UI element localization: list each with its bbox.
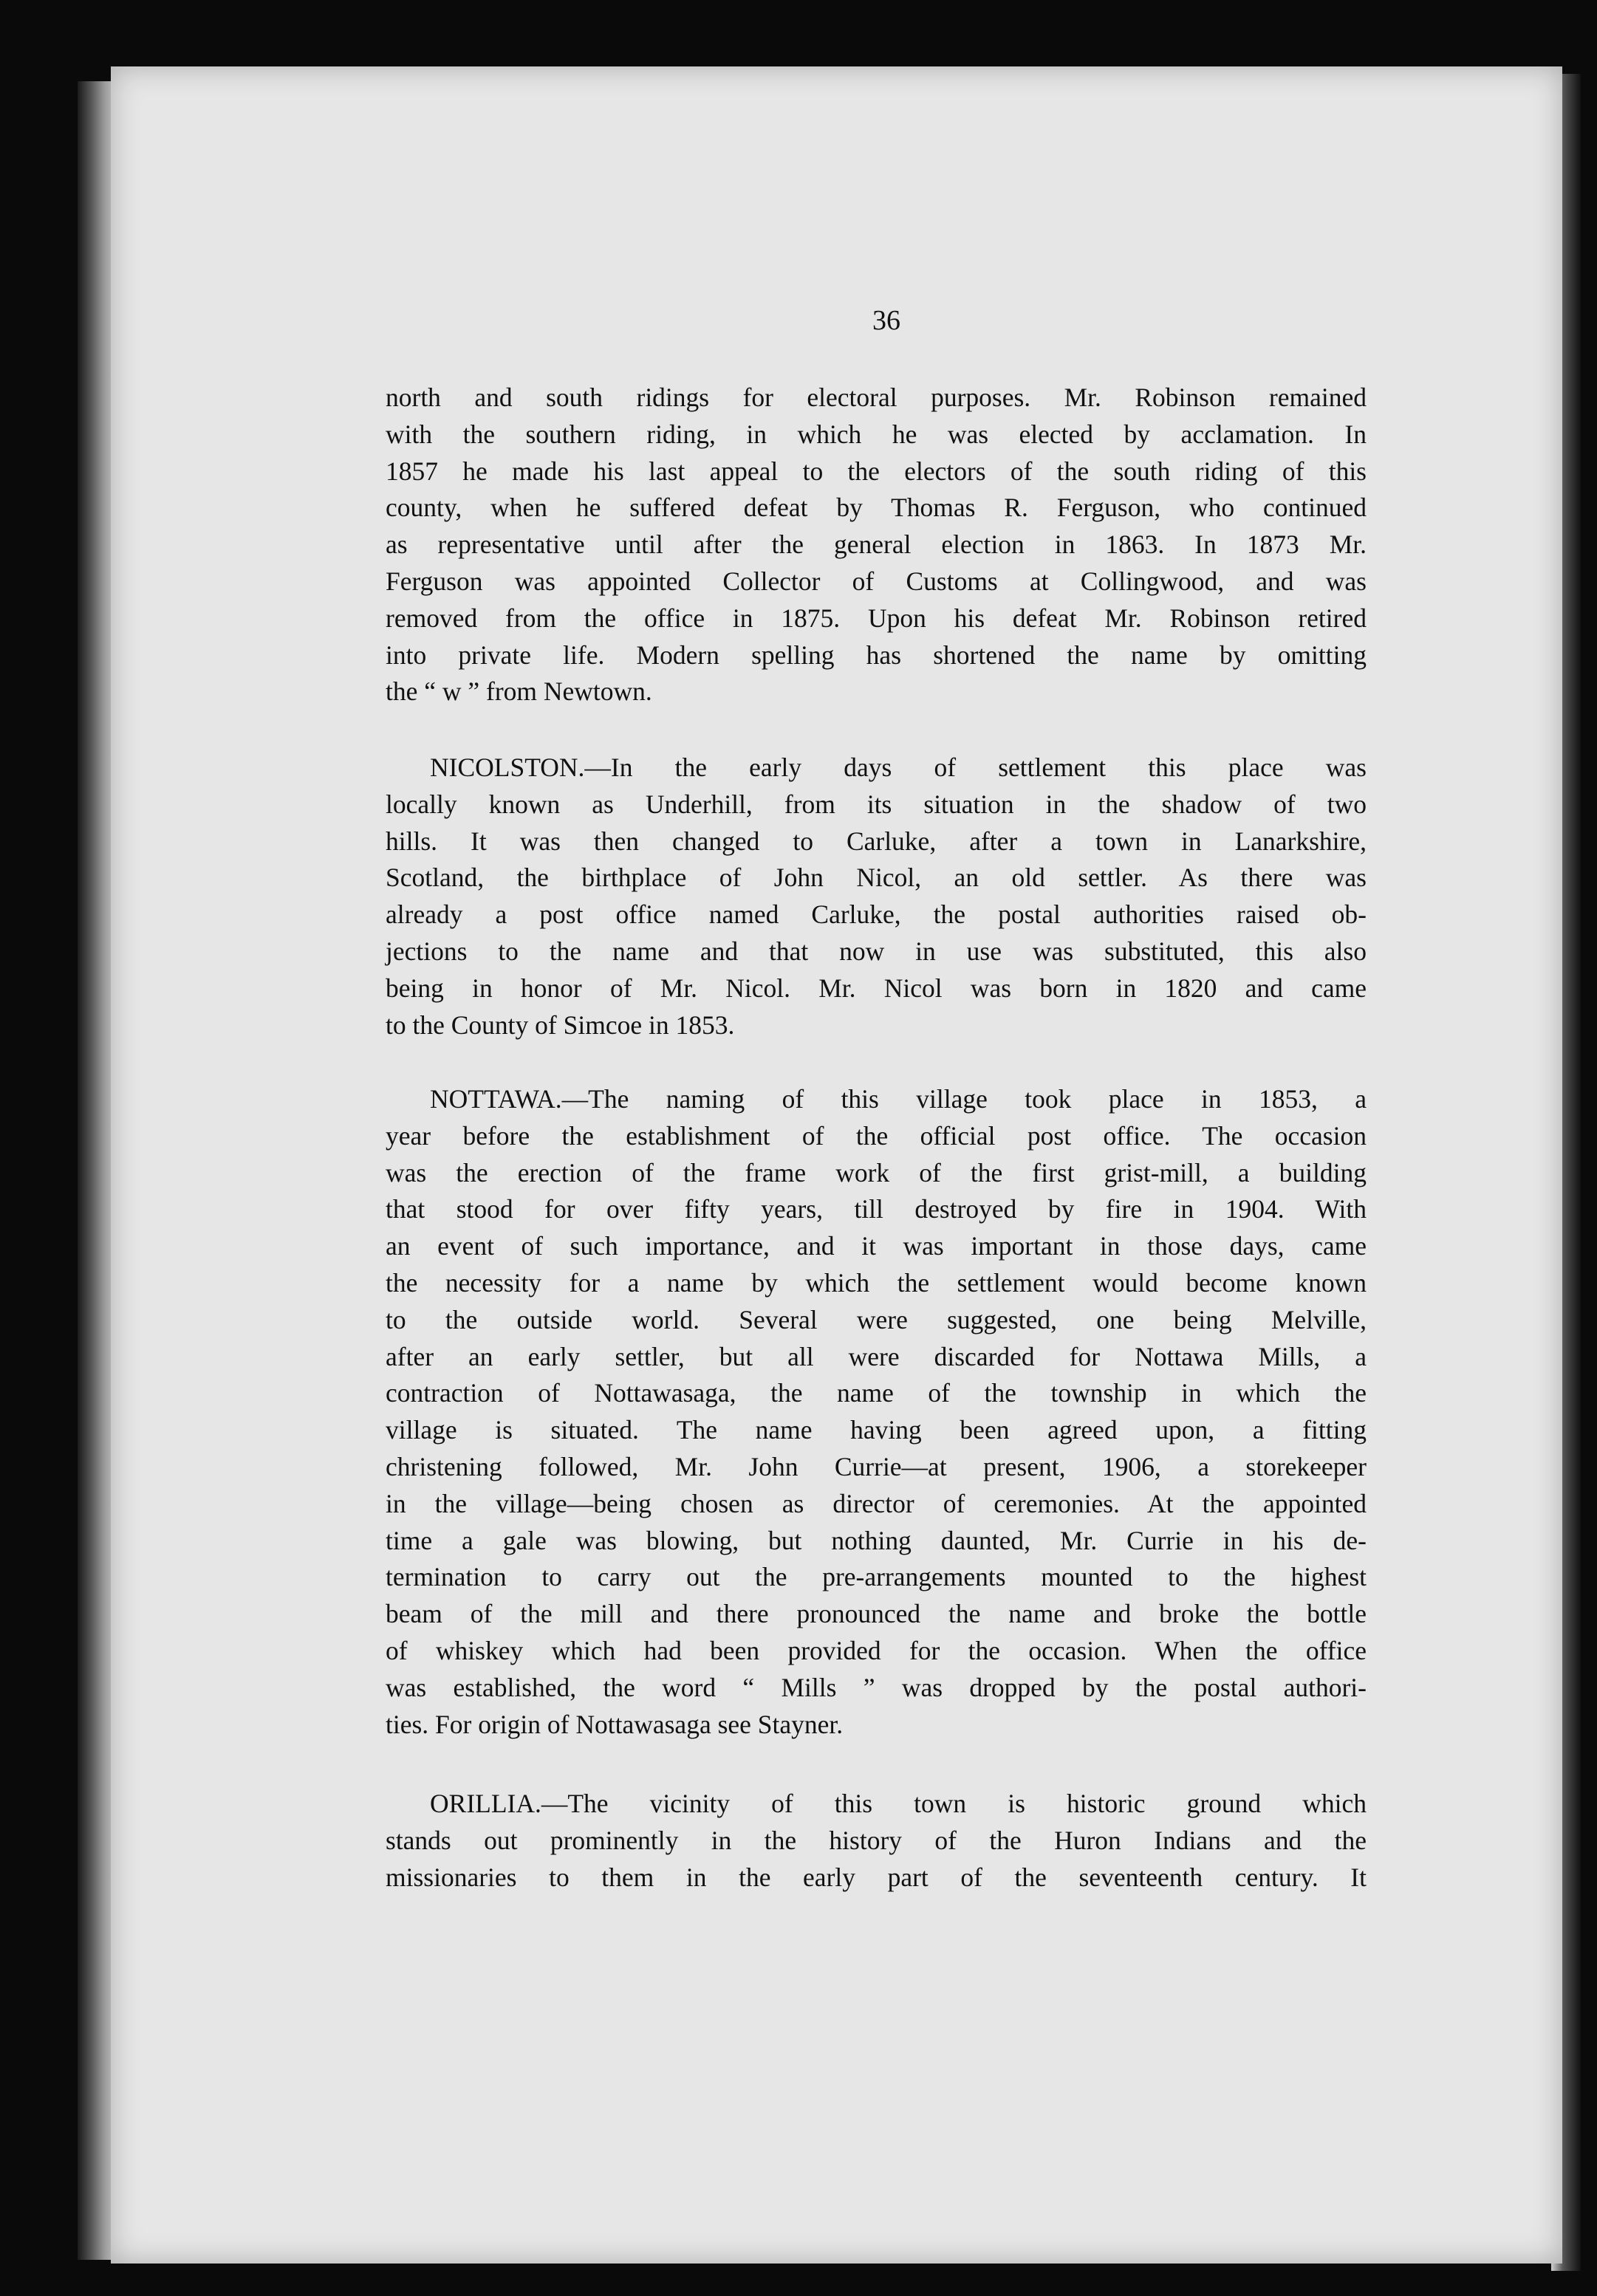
text-line: to the County of Simcoe in 1853. xyxy=(386,1010,735,1040)
text-line: the necessity for a name by which the settlement would become known xyxy=(386,1267,1367,1298)
text-line: in the village—being chosen as director of ceremonies. At the appointed xyxy=(386,1488,1367,1518)
text-line: of whiskey which had been provided for the occasion. When the office xyxy=(386,1635,1367,1665)
text-line: Scotland, the birthplace of John Nicol, an old settler. As there was xyxy=(386,863,1367,893)
text-line: jections to the name and that now in use was substituted, this also xyxy=(386,936,1367,966)
text-line: NICOLSTON.—In the early days of settlement this place was xyxy=(430,753,1367,782)
paragraph-nottawa xyxy=(386,1081,1367,1743)
text-line: NOTTAWA.—The naming of this village took place in 1853, a xyxy=(430,1084,1367,1114)
text-line: contraction of Nottawasaga, the name of the township in which the xyxy=(386,1378,1367,1408)
text-line: was established, the word “ Mills ” was dropped by the postal authori- xyxy=(386,1672,1367,1702)
paragraph-orillia xyxy=(386,1786,1367,1896)
text-line: county, when he suffered defeat by Thomas R. Ferguson, who continued xyxy=(386,493,1367,523)
text-line: year before the establishment of the official post office. The occasion xyxy=(386,1120,1367,1151)
text-line: time a gale was blowing, but nothing daunted, Mr. Currie in his de- xyxy=(386,1525,1367,1555)
text-line: 1857 he made his last appeal to the electors of the south riding of this xyxy=(386,456,1367,486)
page-number: 36 xyxy=(872,305,900,336)
text-line: Ferguson was appointed Collector of Customs at Collingwood, and was xyxy=(386,566,1367,596)
text-line: being in honor of Mr. Nicol. Mr. Nicol was born in 1820 and came xyxy=(386,973,1367,1003)
text-line: as representative until after the general election in 1863. In 1873 Mr. xyxy=(386,530,1367,560)
text-line: beam of the mill and there pronounced the name and broke the bottle xyxy=(386,1599,1367,1629)
text-line: removed from the office in 1875. Upon his defeat Mr. Robinson retired xyxy=(386,603,1367,633)
paragraph-robinson xyxy=(386,380,1367,710)
text-line: missionaries to them in the early part of the seventeenth century. It xyxy=(386,1862,1367,1892)
paragraph-nicolston xyxy=(386,750,1367,1044)
text-line: that stood for over fifty years, till destroyed by fire in 1904. With xyxy=(386,1194,1367,1224)
text-line: christening followed, Mr. John Currie—at present, 1906, a storekeeper xyxy=(386,1451,1367,1481)
text-line: was the erection of the frame work of the first grist-mill, a building xyxy=(386,1157,1367,1188)
text-line: termination to carry out the pre-arrangements mounted to the highest xyxy=(386,1562,1367,1592)
text-line: ties. For origin of Nottawasaga see Stayner. xyxy=(386,1709,844,1739)
text-line: stands out prominently in the history of the Huron Indians and the xyxy=(386,1825,1367,1855)
text-line: to the outside world. Several were suggested, one being Melville, xyxy=(386,1304,1367,1334)
text-line: north and south ridings for electoral purposes. Mr. Robinson remained xyxy=(386,383,1367,412)
text-line: with the southern riding, in which he was elected by acclamation. In xyxy=(386,419,1367,449)
text-line: village is situated. The name having been agreed upon, a fitting xyxy=(386,1415,1367,1445)
text-line: hills. It was then changed to Carluke, after a town in Lanarkshire, xyxy=(386,826,1367,856)
text-line: ORILLIA.—The vicinity of this town is historic ground which xyxy=(430,1789,1367,1818)
text-line: into private life. Modern spelling has shortened the name by omitting xyxy=(386,640,1367,670)
text-line: already a post office named Carluke, the postal authorities raised ob- xyxy=(386,899,1367,930)
text-line: an event of such importance, and it was important in those days, came xyxy=(386,1231,1367,1261)
text-line: locally known as Underhill, from its situation in the shadow of two xyxy=(386,789,1367,819)
text-line: the “ w ” from Newtown. xyxy=(386,676,652,707)
text-line: after an early settler, but all were discarded for Nottawa Mills, a xyxy=(386,1341,1367,1371)
